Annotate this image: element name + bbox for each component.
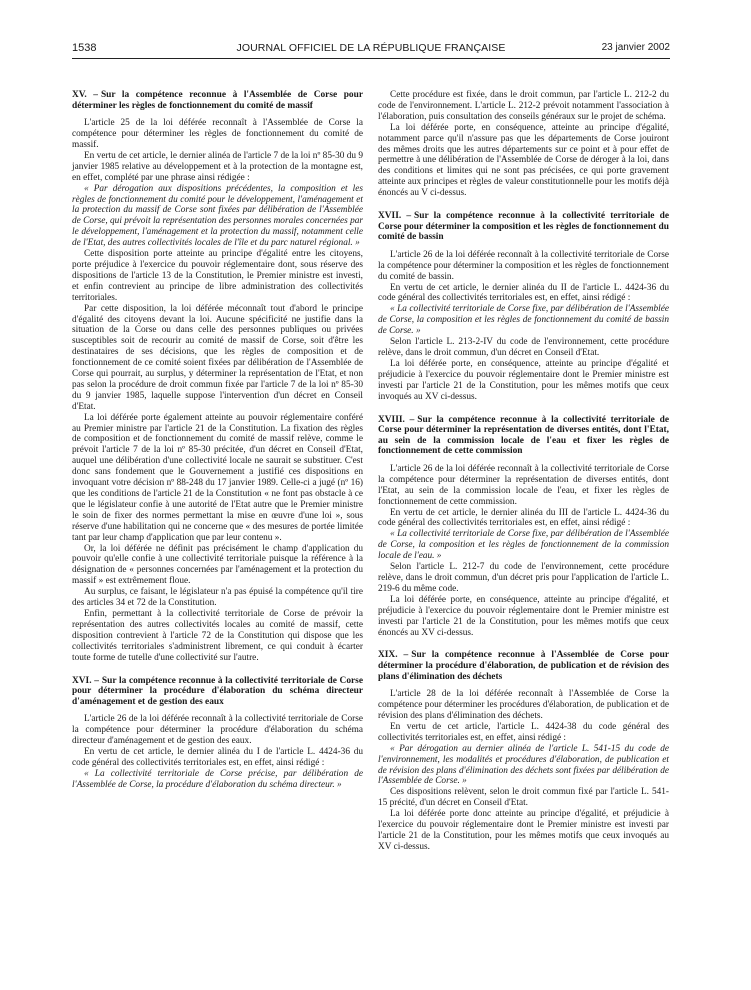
- left-column: [72, 90, 363, 803]
- article-section: [72, 676, 363, 791]
- section-number: XV. –: [72, 90, 98, 100]
- section-heading: [72, 90, 363, 111]
- paragraph: En vertu de cet article, l'article L. 4424-38 du code général des collectivités territoriales est, en effet, ainsi rédigé :: [378, 721, 669, 743]
- paragraph: En vertu de cet article, le dernier alinéa du III de l'article L. 4424-36 du code général des collectivités territoriales est, en effet, ainsi rédigé :: [378, 507, 669, 529]
- quoted-provision: « Par dérogation aux dispositions précédentes, la composition et les règles de fonctionnement du comité pour le développement, l'aménagement et la protection du massif de Corse sont fixées par délibération de l'Assemblée de Corse, qui prévoit la représentation des personnes morales concernées par le développement, l'aménagement et la protection du massif, notamment celle de l'Etat, des autres collectivités locales de l'île et du parc naturel régional. »: [72, 183, 363, 249]
- quoted-provision: « La collectivité territoriale de Corse fixe, par délibération de l'Assemblée de Corse, la composition et les règles de fonctionnement du comité de bassin de Corse. »: [378, 304, 669, 337]
- section-title: Sur la compétence reconnue à l'Assemblée de Corse pour déterminer la procédure d'élaboration, de publication et de révision des plans d'élimination des déchets: [378, 650, 669, 682]
- section-number: XVI. –: [72, 675, 99, 686]
- paragraph: Au surplus, ce faisant, le législateur n'a pas épuisé la compétence qu'il tire des articles 34 et 72 de la Constitution.: [72, 587, 363, 609]
- article-section: [378, 211, 669, 402]
- article-section: [378, 650, 669, 852]
- quoted-provision: « La collectivité territoriale de Corse fixe, par délibération de l'Assemblée de Corse, la composition et les règles de fonctionnement de la commission locale de l'eau. »: [378, 529, 669, 562]
- section-title: Sur la compétence reconnue à la collectivité territoriale de Corse pour déterminer la représentation de diverses entités, dont l'Etat, au sein de la commission locale de l'eau et fixer les règles de fonctionnement de cette commission: [378, 414, 669, 457]
- paragraph: La loi déférée porte également atteinte au pouvoir réglementaire conféré au Premier ministre par l'article 21 de la Constitution. La fixation des règles de composition et de fonctionnement du comité de massif relève, comme le prévoit l'article 7 de la loi nº 85-30 précitée, d'un décret en Conseil d'Etat, auquel une délibération d'une collectivité locale ne saurait se substituer. C'est donc sans fondement que le Gouvernement a justifié ces dispositions en invoquant votre décision nº 88-248 du 17 janvier 1989. Celle-ci a jugé (nº 16) que les conditions de l'article 21 de la Constitution « ne font pas obstacle à ce que le législateur confie à une autorité de l'Etat autre que le Premier ministre le soin de fixer des normes permettant la mise en œuvre d'une loi », sous réserve d'une habilitation qui ne concerne que « des mesures de portée limitée tant par leur champ d'application que par leur contenu ».: [72, 412, 363, 543]
- page-number: 1538: [72, 42, 97, 54]
- quoted-provision: « Par dérogation au dernier alinéa de l'article L. 541-15 du code de l'environnement, les modalités et procédures d'élaboration, de publication et de révision des plans d'élimination des déchets sont fixées par délibération de l'Assemblée de Corse. »: [378, 743, 669, 787]
- section-number: XIX. –: [378, 650, 409, 661]
- paragraph: Cette disposition porte atteinte au principe d'égalité entre les citoyens, porte préjudice à l'exercice du pouvoir réglementaire dont, sous réserve des dispositions de l'article 13 de la Constitution, le Premier ministre est investi, et enfin contrevient au principe de libre administration des collectivités territoriales.: [72, 249, 363, 303]
- paragraph: En vertu de cet article, le dernier alinéa de l'article 7 de la loi nº 85-30 du 9 janvier 1985 relative au développement et à la protection de la montagne est, en effet, complété par une phrase ainsi rédigée :: [72, 150, 363, 183]
- section-heading: [378, 415, 669, 457]
- paragraph: La loi déférée porte donc atteinte au principe d'égalité, et préjudicie à l'exercice du pouvoir réglementaire dont le Premier ministre est investi par l'article 21 de la Constitution, pour les mêmes motifs que ceux invoqués au XV ci-dessus.: [378, 809, 669, 852]
- section-number: XVII. –: [378, 211, 412, 222]
- article-section: [378, 90, 669, 199]
- running-header: [72, 42, 670, 59]
- paragraph: L'article 26 de la loi déférée reconnaît à la collectivité territoriale de Corse la compétence pour déterminer la procédure d'élaboration du schéma directeur d'aménagement et de gestion des eaux.: [72, 714, 363, 747]
- section-heading: [72, 676, 363, 708]
- paragraph: La loi déférée porte, en conséquence, atteinte au principe d'égalité et préjudicie à l'exercice du pouvoir réglementaire dont le Premier ministre est investi par l'article 21 de la Constitution, pour les mêmes motifs que ceux invoqués au XV ci-dessus.: [378, 358, 669, 402]
- section-heading: [378, 211, 669, 243]
- section-heading: [378, 650, 669, 682]
- article-section: [72, 90, 363, 664]
- paragraph: Selon l'article L. 213-2-IV du code de l'environnement, cette procédure relève, dans le droit commun, d'un décret en Conseil d'Etat.: [378, 337, 669, 358]
- paragraph: L'article 26 de la loi déférée reconnaît à la collectivité territoriale de Corse la compétence pour déterminer la composition et les règles de fonctionnement du comité de bassin.: [378, 249, 669, 282]
- section-title: Sur la compétence reconnue à la collectivité territoriale de Corse pour déterminer la procédure d'élaboration du schéma directeur d'aménagement et de gestion des eaux: [72, 675, 363, 707]
- paragraph: L'article 28 de la loi déférée reconnaît à l'Assemblée de Corse la compétence pour déterminer les procédures d'élaboration, de publication et de révision des plans d'élimination des déchets.: [378, 689, 669, 721]
- paragraph: En vertu de cet article, le dernier alinéa du I de l'article L. 4424-36 du code général des collectivités territoriales est, en effet, ainsi rédigé :: [72, 747, 363, 768]
- paragraph: Selon l'article L. 212-7 du code de l'environnement, cette procédure relève, dans le droit commun, d'un décret pris pour l'application de l'article L. 219-6 du même code.: [378, 562, 669, 594]
- paragraph: Cette procédure est fixée, dans le droit commun, par l'article L. 212-2 du code de l'environnement. L'article L. 212-2 prévoit notamment l'association à l'élaboration, puis consultation des conseils généraux sur le projet de schéma.: [378, 90, 669, 122]
- paragraph: La loi déférée porte, en conséquence, atteinte au principe d'égalité, et préjudicie à l'exercice du pouvoir réglementaire dont le Premier ministre est investi par l'article 21 de la Constitution, pour les mêmes motifs que ceux énoncés au XV ci-dessus.: [378, 594, 669, 638]
- paragraph: La loi déférée porte, en conséquence, atteinte au principe d'égalité, notamment parce qu'il n'assure pas que les départements de Corse jouiront des mêmes droits que les autres départements sur ce point et à pour effet de permettre à une délibération de l'Assemblée de Corse de déroger à la loi, dans des conditions et limites qui ne sont pas précisées, ce qui porte gravement atteinte aux principes et règles de valeur constitutionnelle pour les motifs déjà énoncés au V ci-dessus.: [378, 122, 669, 199]
- quoted-provision: « La collectivité territoriale de Corse précise, par délibération de l'Assemblée de Corse, la procédure d'élaboration du schéma directeur. »: [72, 768, 363, 790]
- section-title: Sur la compétence reconnue à l'Assemblée de Corse pour déterminer les règles de fonctionnement du comité de massif: [72, 90, 363, 111]
- paragraph: L'article 26 de la loi déférée reconnaît à la collectivité territoriale de Corse la compétence pour déterminer la représentation de diverses entités, dont l'Etat, au sein de la commission locale de l'eau, et fixer les règles de fonctionnement de cette commission.: [378, 463, 669, 507]
- paragraph: Enfin, permettant à la collectivité territoriale de Corse de prévoir la représentation des autres collectivités locales au comité de massif, cette disposition contrevient à l'article 72 de la Constitution qui dispose que les collectivités territoriales s'administrent librement, ce qui conduit à écarter toute forme de tutelle d'une collectivité sur l'autre.: [72, 608, 363, 663]
- paragraph: En vertu de cet article, le dernier alinéa du II de l'article L. 4424-36 du code général des collectivités territoriales est, en effet, ainsi rédigé :: [378, 282, 669, 304]
- paragraph: L'article 25 de la loi déférée reconnaît à l'Assemblée de Corse la compétence pour déterminer les règles de fonctionnement du comité de massif.: [72, 118, 363, 150]
- section-title: Sur la compétence reconnue à la collectivité territoriale de Corse pour déterminer la composition et les règles de fonctionnement du comité de bassin: [378, 211, 669, 243]
- article-section: [378, 415, 669, 639]
- issue-date: 23 janvier 2002: [601, 42, 670, 53]
- journal-title: JOURNAL OFFICIEL DE LA RÉPUBLIQUE FRANÇAISE: [236, 42, 506, 54]
- paragraph: Ces dispositions relèvent, selon le droit commun fixé par l'article L. 541-15 précité, d'un décret en Conseil d'Etat.: [378, 787, 669, 809]
- right-column: [378, 90, 669, 865]
- section-number: XVIII. –: [378, 414, 415, 425]
- paragraph: Par cette disposition, la loi déférée méconnaît tout d'abord le principe d'égalité des citoyens devant la loi. Aucune spécificité ne justifie dans la situation de la Corse ou dans celle des personnes publiques ou privées susceptibles soit de recourir au comité de massif de Corse, soit d'être les destinataires de ses décisions, que les règles de composition et de fonctionnement de ce comité soient fixées par délibération de l'Assemblée de Corse qui pourrait, au surplus, y déterminer la représentation de l'Etat, et non pas selon la procédure de droit commun fixée par l'article 7 de la loi nº 85-30 du 9 janvier 1985, laquelle suppose l'intervention d'un décret en Conseil d'Etat.: [72, 303, 363, 412]
- paragraph: Or, la loi déférée ne définit pas précisément le champ d'application du pouvoir qu'elle confie à une collectivité territoriale puisque la référence à la désignation de « personnes concernées par l'aménagement et la protection du massif » est extrêmement floue.: [72, 543, 363, 587]
